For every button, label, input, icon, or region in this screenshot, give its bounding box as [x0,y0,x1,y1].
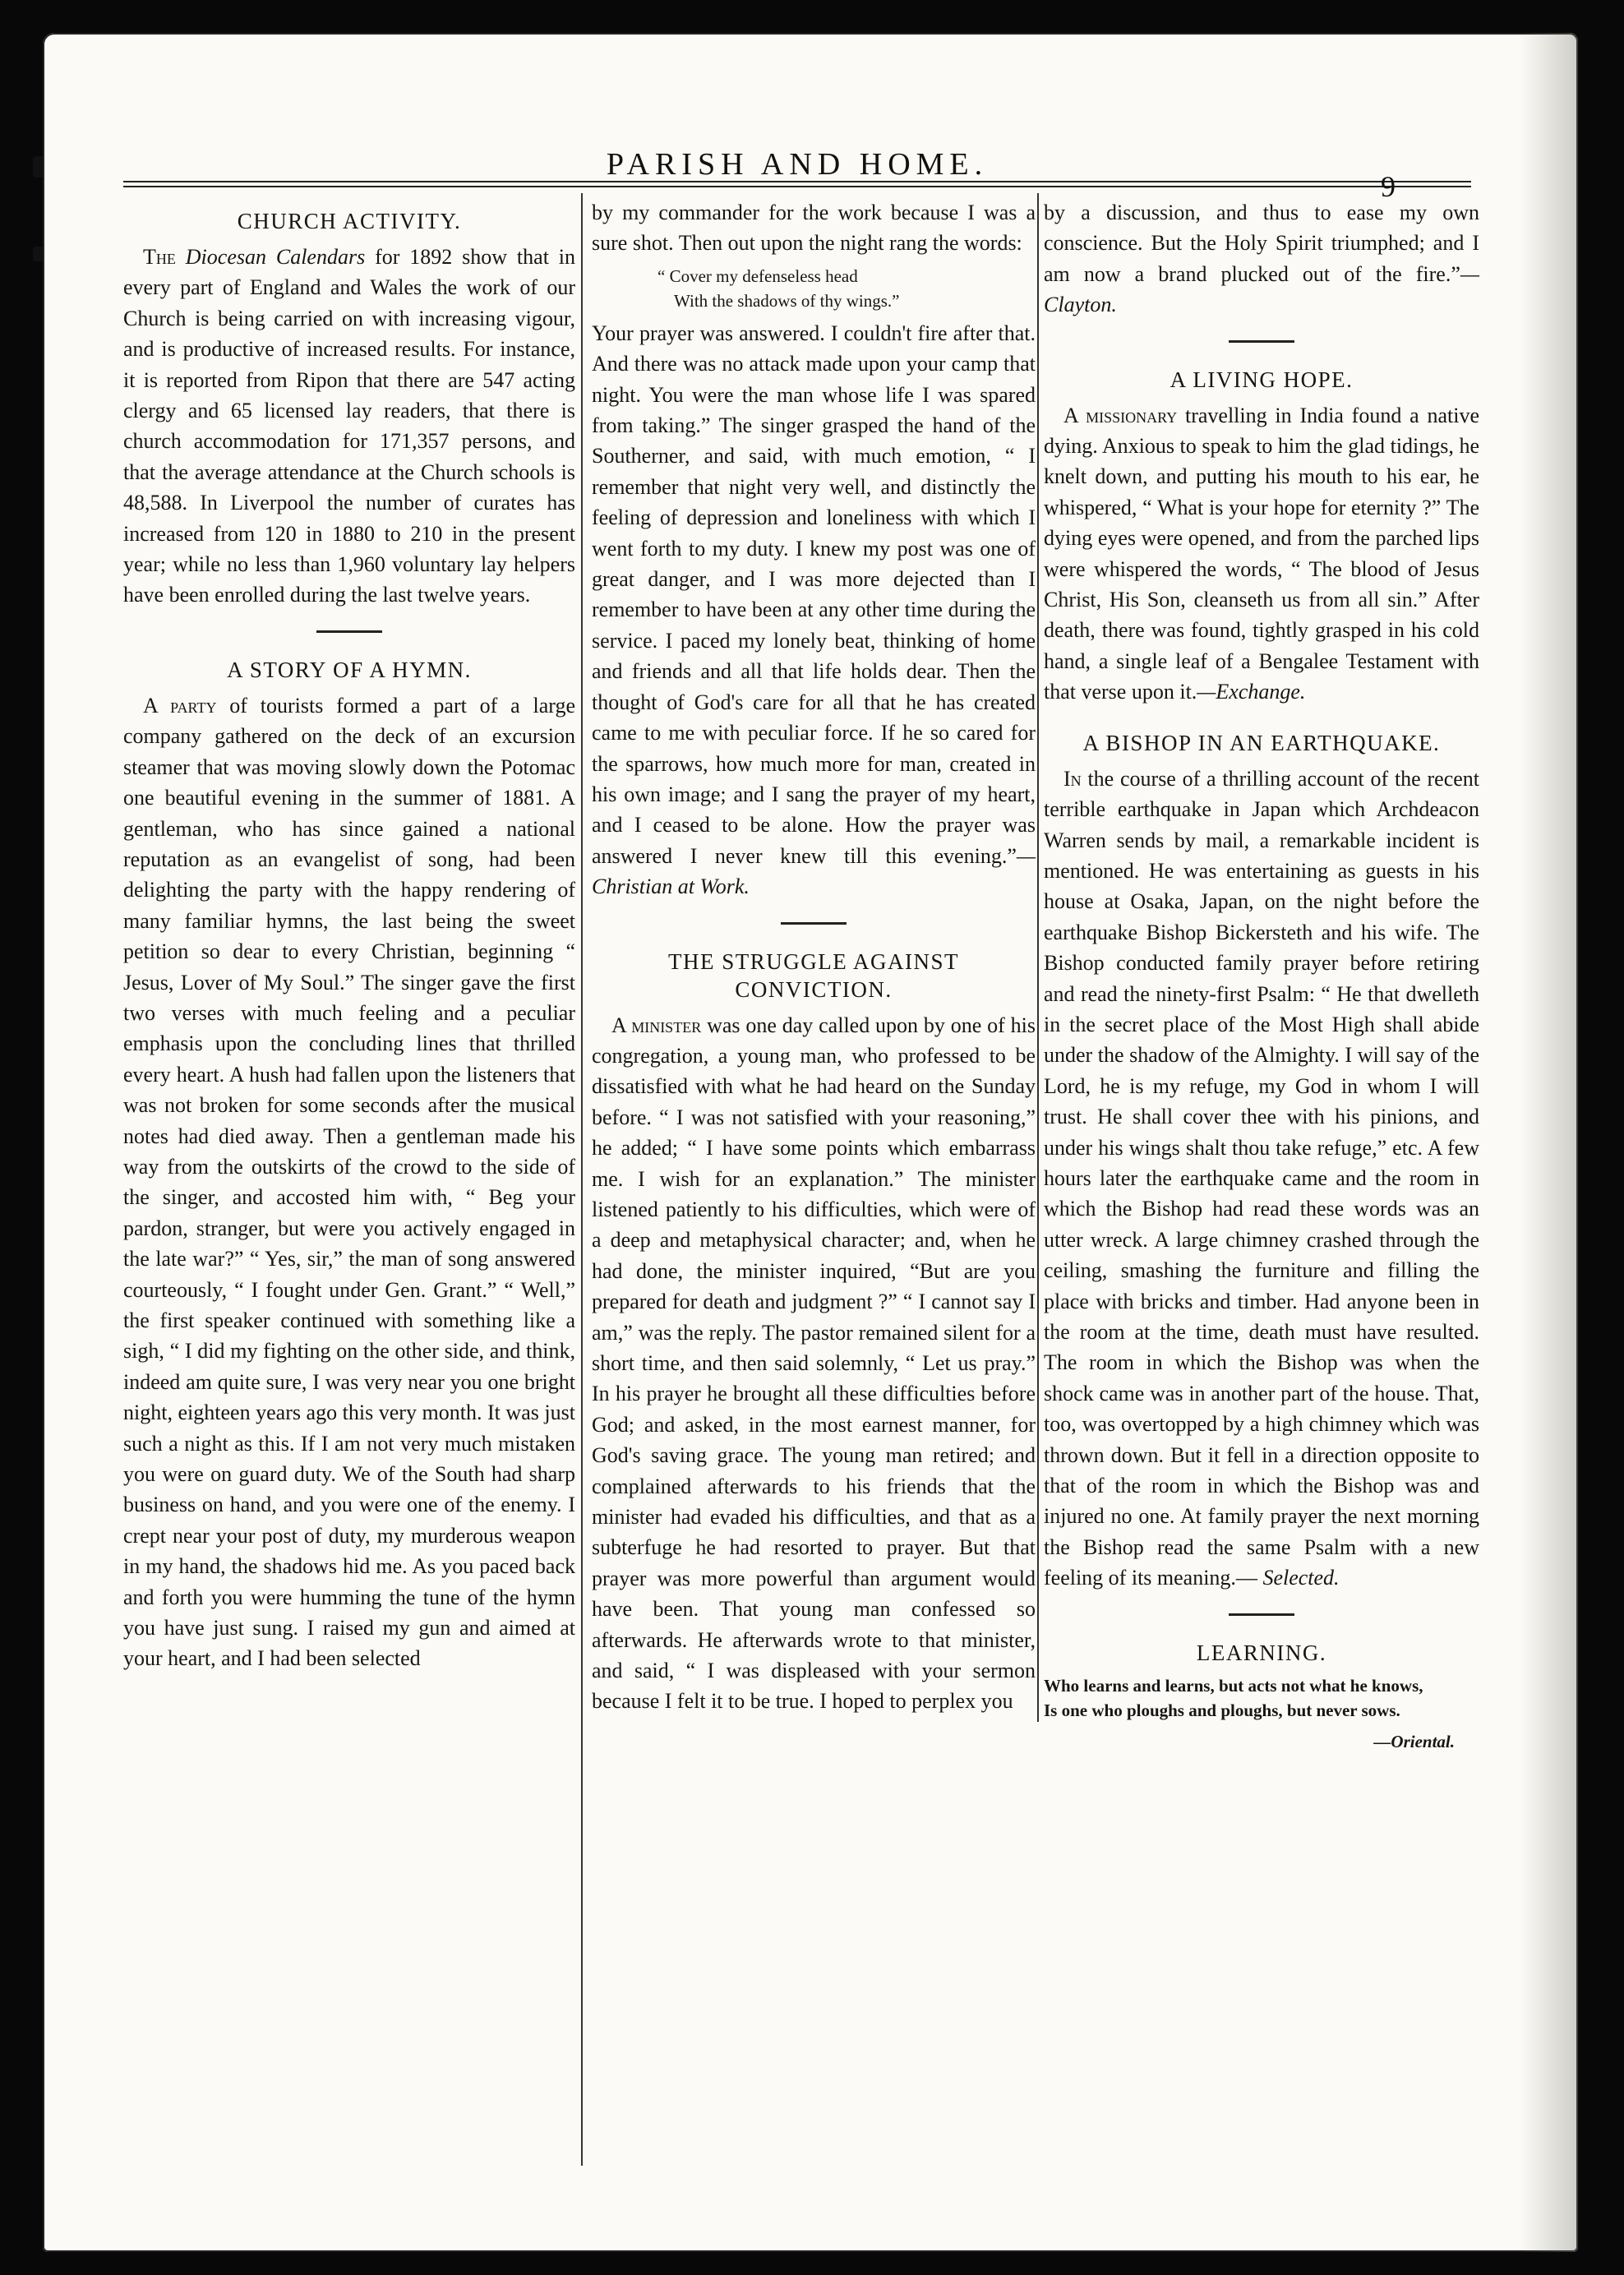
verse-line: With the shadows of thy wings.” [674,290,900,311]
article-title: LEARNING. [1196,1640,1327,1665]
column-divider [1037,193,1039,1722]
article-title: A BISHOP IN AN EARTHQUAKE. [1082,730,1441,755]
poem [1044,1673,1479,1754]
body-text: Your prayer was answered. I couldn't fire after that. And there was no attack made upon your camp that night. You were the man whose life I was spared from taking.” The singer grasped the hand of the Southerner, and said, with much emotion, “ I remember that night very well, and distinctly the feeling of depression and loneliness with which I went forth to my duty. I knew my post was one of great danger, and I was more dejected than I remember to have been at any other time during the service. I paced my lonely beat, thinking of home and friends and all that life holds dear. Then the thought of God's care for all that he has created came to me with peculiar force. If he so cared for the sparrows, how much more for man, created in his own image; and I sang the prayer of my heart, and I ceased to be alone. How the prayer was answered I never knew till this evening.” [592,321,1036,868]
section-separator [1229,1613,1294,1616]
source-attribution: —Christian at Work. [592,843,1036,899]
lead-word: In [1063,766,1082,791]
continuation-text [592,318,1036,902]
body-text: travelling in India found a native dying. Anxious to speak to him the glad tidings, he knelt down, and putting his mouth to his ear, he whispered, “ What is your hope for eternity ?” The dying eyes were opened, and from the parched lips were whispered the words, “ The blood of Jesus Christ, His Son, cleanseth us from all sin.” After death, there was found, tightly grasped in his cold hand, a single leaf of a Bengalee Testament with that verse upon it. [1044,403,1479,704]
section-separator [781,922,847,925]
article-body [1044,400,1479,708]
lead-word: The [143,245,176,269]
source-attribution: Selected. [1262,1566,1340,1590]
article-body [123,690,575,1674]
body-text: for 1892 show that in every part of England and Wales the work of our Church is being carried on with increasing vigour, and is productive of increased results. For instance, it is reported from Ripon that there are 547 acting clergy and 65 licensed lay readers, that there is church accommodation for 171,357 persons, and that the average attendance at the Church schools is 48,588. In Liverpool the number of curates has increased from 120 in 1880 to 210 in the present year; while no less than 1,960 voluntary lay helpers have been enrolled during the last twelve years. [123,245,576,607]
lead-word: A party [143,693,217,718]
poem-line: Is one who ploughs and ploughs, but never sows. [1044,1700,1400,1720]
header-title: PARISH AND HOME. [606,147,989,182]
article-title: A LIVING HOPE. [1170,367,1354,392]
body-text: was one day called upon by one of his congregation, a young man, who professed to be dissatisfied with what he had heard on the Sunday before. “ I was not satisfied with your reasoning,” he added; “ I have some points which embarrass me. I wish for an explanation.” The minister listened patiently to his difficulties, which were of a deep and metaphysical character; and, when he had done, the minister inquired, “But are you prepared for death and judgment ?” “ I cannot say I am,” was the reply. The pastor remained silent for a short time, and then said solemnly, “ Let us pray.” In his prayer he brought all these difficulties before God; and asked, in the most earnest manner, for God's saving grace. The young man retired; and complained afterwards to his friends that the minister had evaded his difficulties, and that as a subterfuge he had resorted to prayer. But that prayer was more powerful than argument would have been. That young man confessed so afterwards. He afterwards wrote to that minister, and said, “ I was displeased with your sermon because I felt it to be true. I hoped to perplex you [592,1013,1036,1714]
continuation-text [1044,197,1479,321]
column-1 [123,197,575,1674]
body-text: of tourists formed a part of a large company gathered on the deck of an excursion steamer that was moving slowly down the Potomac one beautiful evening in the summer of 1881. A gentleman, who has since gained a national reputation as an evangelist of song, had been delighting the party with the happy rendering of many familiar hymns, the last being the sweet petition so dear to every Christian, beginning “ Jesus, Lover of My Soul.” The singer gave the first two verses with much feeling and a peculiar emphasis upon the concluding lines that thrilled every heart. A hush had fallen upon the listeners that was not broken for some seconds after the musical notes had died away. Then a gentleman made his way from the outskirts of the crowd to the side of the singer, and accosted him with, “ Beg your pardon, stranger, but were you actively engaged in the late war?” “ Yes, sir,” the man of song answered courteously, “ I fought under Gen. Grant.” “ Well,” the first speaker continued with something like a sigh, “ I did my fighting on the other side, and think, indeed am quite sure, I was very near you one bright night, eighteen years ago this very month. It was just such a night as this. If I am not very much mistaken you were on guard duty. We of the South had sharp business on hand, and you were one of the enemy. I crept near your post of duty, my murderous weapon in my hand, the shadows hid me. As you paced back and forth you were humming the tune of the hymn you have just sung. I raised my gun and aimed at your heart, and I had been selected [123,693,575,1671]
lead-word: A missionary [1063,403,1178,427]
section-separator [316,630,382,633]
body-text: by a discussion, and thus to ease my own conscience. But the Holy Spirit triumphed; and I am now a brand plucked out of the fire.” [1044,201,1479,286]
article-body [592,1010,1036,1717]
source-attribution: —Exchange. [1197,680,1306,704]
column-divider [581,193,583,2166]
hymn-verse [592,264,1036,313]
column-2 [592,197,1036,1717]
poem-line: Who learns and learns, but acts not what he knows, [1044,1675,1423,1696]
source-attribution: —Clayton. [1044,261,1479,317]
section-separator [1229,340,1294,343]
article-body [1044,764,1479,1594]
lead-italic: Diocesan Calendars [185,245,366,269]
lead-word: A minister [611,1013,702,1037]
article-title: A STORY OF A HYMN. [227,657,472,682]
header-rule [123,181,1471,187]
page-edge-shadow [1520,33,1578,2252]
continuation-text: by my commander for the work because I was a sure shot. Then out upon the night rang the words: [592,201,1036,256]
page-header [123,123,1471,189]
page-number: 9 [1381,170,1396,203]
body-text: the course of a thrilling account of the recent terrible earthquake in Japan which Archdeacon Warren sends by mail, a remarkable incident is mentioned. He was entertaining as guests in his house at Osaka, Japan, on the night before the earthquake Bishop Bickersteth and his wife. The Bishop conducted family prayer before retiring and read the ninety-first Psalm: “ He that dwelleth in the secret place of the Most High shall abide under the shadow of the Almighty. I will say of the Lord, he is my refuge, my God in whom I will trust. He shall cover thee with his pinions, and under his wings shalt thou take refuge,” etc. A few hours later the earthquake came and the room in which the Bishop had read these words was an utter wreck. A large chimney crashed through the ceiling, smashing the furniture and filling the place with bricks and timber. Had anyone been in the room at the time, death must have resulted. The room in which the Bishop was when the shock came was in another part of the house. That, too, was overtopped by a high chimney which was thrown down. But it fell in a direction opposite to that of the room in which the Bishop was and injured no one. At family prayer the next morning the Bishop read the same Psalm with a new feeling of its meaning.— [1044,766,1479,1590]
verse-line: “ Cover my defenseless head [657,265,858,286]
source-attribution: —Oriental. [1373,1731,1455,1751]
article-body [123,242,575,611]
article-title: THE STRUGGLE AGAINST CONVICTION. [668,948,959,1002]
article-title: CHURCH ACTIVITY. [237,209,462,233]
column-3 [1044,197,1479,1754]
